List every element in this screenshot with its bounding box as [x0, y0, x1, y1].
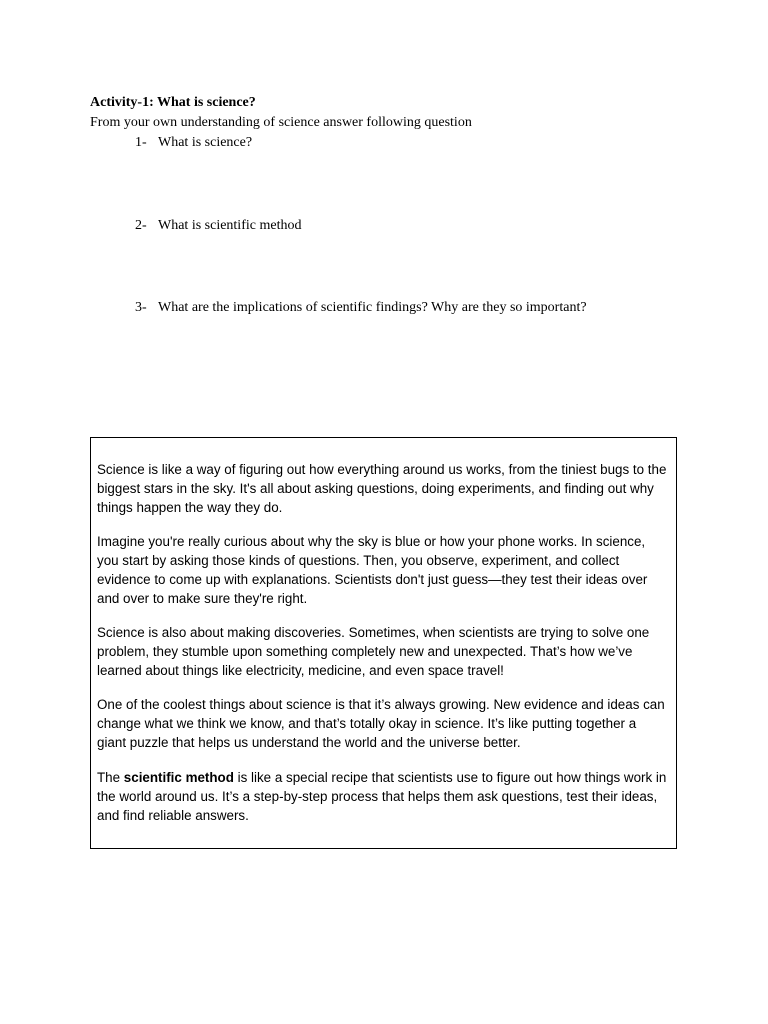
question-number: 3-	[135, 300, 147, 315]
activity-title: Activity-1: What is science?	[90, 95, 256, 110]
paragraph-suffix: is like a special recipe that scientists use to figure out how things work in the world around us. It’s a step-by-step process that helps them ask questions, test their ideas, and find reliable answers.	[97, 770, 667, 823]
bold-term: scientific method	[123, 770, 234, 785]
question-text: What is science?	[158, 135, 253, 150]
reading-paragraph-scientific-method	[97, 768, 668, 825]
question-3	[135, 298, 587, 318]
question-number: 2-	[135, 218, 147, 233]
question-2	[135, 216, 301, 236]
question-text: What are the implications of scientific findings? Why are they so important?	[158, 300, 587, 315]
question-text: What is scientific method	[158, 218, 302, 233]
activity-instruction: From your own understanding of science answer following question	[90, 115, 472, 130]
question-number: 1-	[135, 135, 147, 150]
reading-paragraph: Science is like a way of figuring out how everything around us works, from the tiniest bugs to the biggest stars in the sky. It's all about asking questions, doing experiments, and finding out why things happen the way they do.	[97, 462, 667, 515]
reading-passage-box	[90, 437, 677, 849]
question-1	[135, 133, 252, 153]
paragraph-prefix: The	[97, 770, 124, 785]
reading-paragraph: One of the coolest things about science is that it’s always growing. New evidence and ideas can change what we think we know, and that’s totally okay in science. It’s like putting together a giant puzzle that helps us understand the world and the universe better.	[97, 697, 665, 750]
reading-paragraph: Imagine you're really curious about why the sky is blue or how your phone works. In science, you start by asking those kinds of questions. Then, you observe, experiment, and collect evidence to come up with explanations. Scientists don't just guess—they test their ideas over and over to make sure they're right.	[97, 534, 648, 606]
reading-paragraph: Science is also about making discoveries. Sometimes, when scientists are trying to solve one problem, they stumble upon something completely new and unexpected. That’s how we’ve learned about things like electricity, medicine, and even space travel!	[97, 625, 650, 678]
